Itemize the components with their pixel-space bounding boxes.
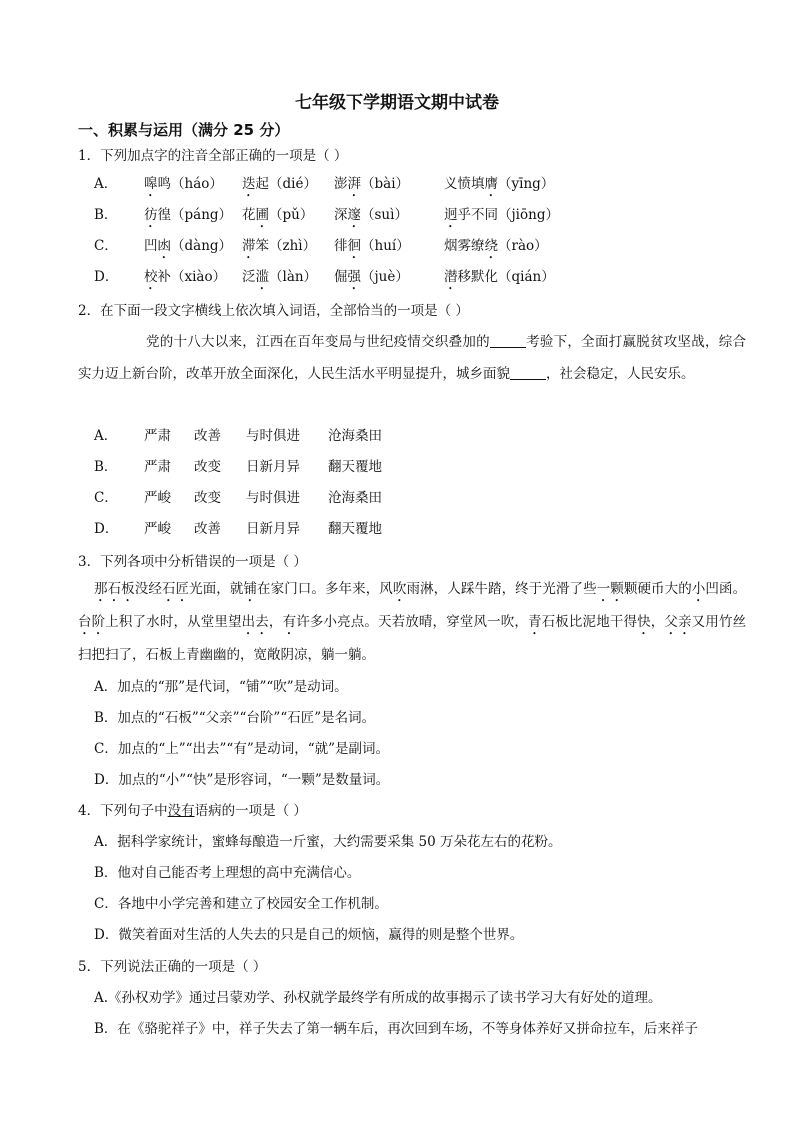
question-3-option-b[interactable]: B．加点的“石板”“父亲”“台阶”“石匠”是名词。 (94, 710, 376, 726)
question-1-option-b[interactable]: B． 彷徨（páng） 花圃（pǔ） 深邃（suì） 迥乎不同（jiōng） (94, 207, 559, 223)
question-3-passage: 那石板没经石匠光面，就铺在家门口。多年来，风吹雨淋，人踩牛踏，终于光滑了些一颗颗硬币大的小凹函。台阶上积了水时，从堂里望出去，有许多小亮点。天若放晴，穿堂风一吹，青石板比泥地干得快，父亲又用竹丝扫把扫了，石板上青幽幽的，宽敞阴凉，躺一躺。 (78, 581, 747, 663)
question-2-option-c[interactable]: C． 严峻 改变 与时俱进 沧海桑田 (94, 490, 382, 506)
page-title: 七年级下学期语文期中试卷 (295, 93, 499, 113)
question-2-stem: 2．在下面一段文字横线上依次填入词语，全部恰当的一项是（ ） (78, 303, 469, 319)
question-2-option-b[interactable]: B． 严肃 改变 日新月异 翻天覆地 (94, 459, 382, 475)
question-4-option-d[interactable]: D．微笑着面对生活的人失去的只是自己的烦恼，赢得的则是整个世界。 (94, 927, 524, 943)
question-3-option-d[interactable]: D．加点的“小”“快”是形容词，“一颗”是数量词。 (94, 772, 390, 788)
question-3-option-a[interactable]: A．加点的“那”是代词，“铺”“吹”是动词。 (94, 679, 348, 695)
question-3-option-c[interactable]: C．加点的“上”“出去”“有”是动词，“就”是副词。 (94, 741, 390, 757)
question-5-option-a[interactable]: A.《孙权劝学》通过吕蒙劝学、孙权就学最终学有所成的故事揭示了读书学习大有好处的道理。 (94, 990, 662, 1006)
question-2-passage: 党的十八大以来，江西在百年变局与世纪疫情交织叠加的 考验下，全面打赢脱贫攻坚战，综合实力迈上新台阶，改革开放全面深化，人民生活水平明显提升，城乡面貌 ，社会稳定，人民安乐。 (78, 334, 747, 382)
question-4-stem: 4．下列句子中没有语病的一项是（ ） (78, 803, 307, 819)
question-3-stem: 3．下列各项中分析错误的一项是（ ） (78, 554, 307, 570)
question-1-option-c[interactable]: C． 凹凼（dàng） 滞笨（zhì） 徘徊（huí） 烟雾缭绕（rào） (94, 238, 548, 254)
question-1-option-d[interactable]: D． 校补（xiào） 泛滥（làn） 倔强（juè） 潜移默化（qián） (94, 269, 555, 285)
question-4-option-c[interactable]: C．各地中小学完善和建立了校园安全工作机制。 (94, 896, 388, 912)
fill-blank-1[interactable] (490, 333, 526, 348)
section-heading: 一、积累与运用（满分 25 分） (78, 121, 290, 139)
question-4-option-b[interactable]: B．他对自己能否考上理想的高中充满信心。 (94, 865, 361, 881)
question-5-option-b[interactable]: B．在《骆驼祥子》中，祥子失去了第一辆车后，再次回到车场，不等身体养好又拼命拉车，后来祥子 (94, 1021, 698, 1037)
question-2-option-a[interactable]: A． 严肃 改善 与时俱进 沧海桑田 (94, 428, 382, 444)
question-5-stem: 5．下列说法正确的一项是（ ） (78, 959, 267, 975)
question-1-stem: 1．下列加点字的注音全部正确的一项是（ ） (78, 148, 348, 164)
fill-blank-2[interactable] (510, 365, 546, 380)
question-4-option-a[interactable]: A．据科学家统计，蜜蜂每酿造一斤蜜，大约需要采集 50 万朵花左右的花粉。 (94, 834, 562, 850)
question-1-option-a[interactable]: A． 嗥鸣（háo） 迭起（dié） 澎湃（bài） 义愤填膺（yīng） (94, 176, 555, 192)
question-2-option-d[interactable]: D． 严峻 改善 日新月异 翻天覆地 (94, 521, 382, 537)
